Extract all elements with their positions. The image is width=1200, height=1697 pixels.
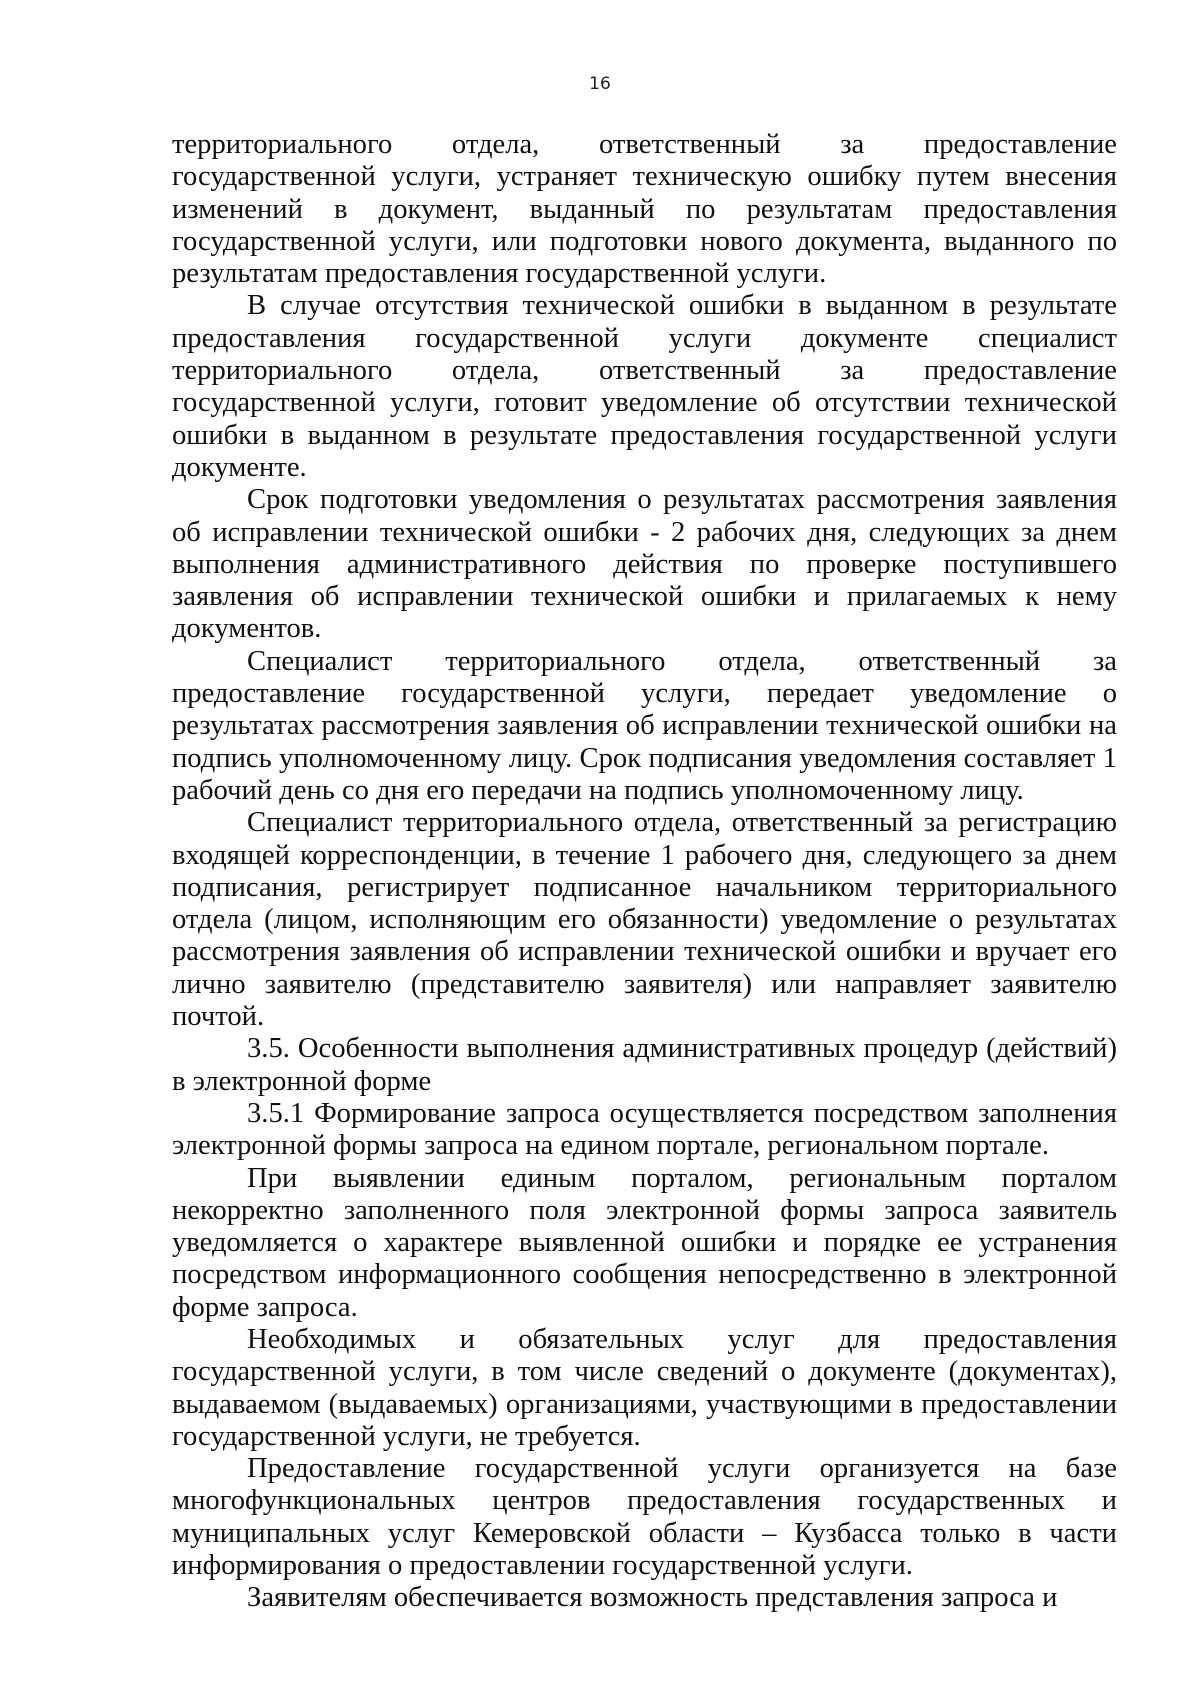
paragraph: территориального отдела, ответственный за предоставление государственной услуги, устраняет техническую ошибку путем внесения изменений в документ, выданный по результатам предоставления государственной услуги, или подготовки нового документа, выданного по результатам предоставления государственной услуги. bbox=[172, 129, 1117, 290]
paragraph: Необходимых и обязательных услуг для предоставления государственной услуги, в том числе сведений о документе (документах), выдаваемом (выдаваемых) организациями, участвующими в предоставлении государственной услуги, не требуется. bbox=[172, 1323, 1117, 1452]
paragraph: При выявлении единым порталом, региональным порталом некорректно заполненного поля электронной формы запроса заявитель уведомляется о характере выявленной ошибки и порядке ее устранения посредством информационного сообщения непосредственно в электронной форме запроса. bbox=[172, 1162, 1117, 1323]
document-body bbox=[172, 129, 1117, 1615]
paragraph: Срок подготовки уведомления о результатах рассмотрения заявления об исправлении технической ошибки - 2 рабочих дня, следующих за днем выполнения административного действия по проверке поступившего заявления об исправлении технической ошибки и прилагаемых к нему документов. bbox=[172, 484, 1117, 645]
paragraph: Специалист территориального отдела, ответственный за предоставление государственной услуги, передает уведомление о результатах рассмотрения заявления об исправлении технической ошибки на подпись уполномоченному лицу. Срок подписания уведомления составляет 1 рабочий день со дня его передачи на подпись уполномоченному лицу. bbox=[172, 645, 1117, 806]
page-number: 16 bbox=[589, 74, 611, 94]
paragraph: В случае отсутствия технической ошибки в выданном в результате предоставления государственной услуги документе специалист территориального отдела, ответственный за предоставление государственной услуги, готовит уведомление об отсутствии технической ошибки в выданном в результате предоставления государственной услуги документе. bbox=[172, 290, 1117, 483]
paragraph: 3.5.1 Формирование запроса осуществляется посредством заполнения электронной формы запроса на едином портале, региональном портале. bbox=[172, 1097, 1117, 1162]
paragraph: Заявителям обеспечивается возможность представления запроса и bbox=[247, 1582, 1058, 1614]
paragraph: Специалист территориального отдела, ответственный за регистрацию входящей корреспонденции, в течение 1 рабочего дня, следующего за днем подписания, регистрирует подписанное начальником территориального отдела (лицом, исполняющим его обязанности) уведомление о результатах рассмотрения заявления об исправлении технической ошибки и вручает его лично заявителю (представителю заявителя) или направляет заявителю почтой. bbox=[172, 807, 1117, 1033]
section-heading: 3.5. Особенности выполнения административных процедур (действий) в электронной форме bbox=[172, 1033, 1117, 1097]
paragraph: Предоставление государственной услуги организуется на базе многофункциональных центров предоставления государственных и муниципальных услуг Кемеровской области – Кузбасса только в части информирования о предоставлении государственной услуги. bbox=[172, 1453, 1117, 1582]
